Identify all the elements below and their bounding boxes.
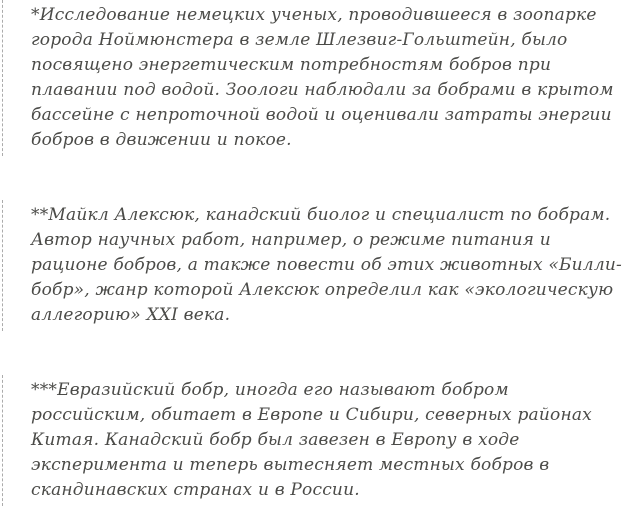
footnote-research-text: *Исследование немецких ученых, проводившееся в зоопарке города Ноймюнстера в земле Шлезвиг-Гольштейн, было посвящено энергетическим потребностям бобров при плавании под водой. Зоологи наблюдали за бобрами в крытом бассейне с непроточной водой и оценивали затраты энергии бобров в движении и покое.	[31, 5, 614, 150]
footnote-aleksiuk	[2, 200, 630, 331]
footnote-aleksiuk-text: **Майкл Алексюк, канадский биолог и специалист по бобрам. Автор научных работ, например, о режиме питания и рационе бобров, а также повести об этих животных «Билли-бобр», жанр которой Алексюк определил как «экологическую аллегорию» XXI века.	[31, 205, 622, 325]
footnote-research	[2, 0, 630, 156]
footnote-eurasian-beaver	[2, 375, 630, 506]
footnote-eurasian-beaver-text: ***Евразийский бобр, иногда его называют бобром российским, обитает в Европе и Сибири, северных районах Китая. Канадский бобр был завезен в Европу в ходе эксперимента и теперь вытесняет местных бобров в скандинавских странах и в России.	[31, 380, 592, 500]
